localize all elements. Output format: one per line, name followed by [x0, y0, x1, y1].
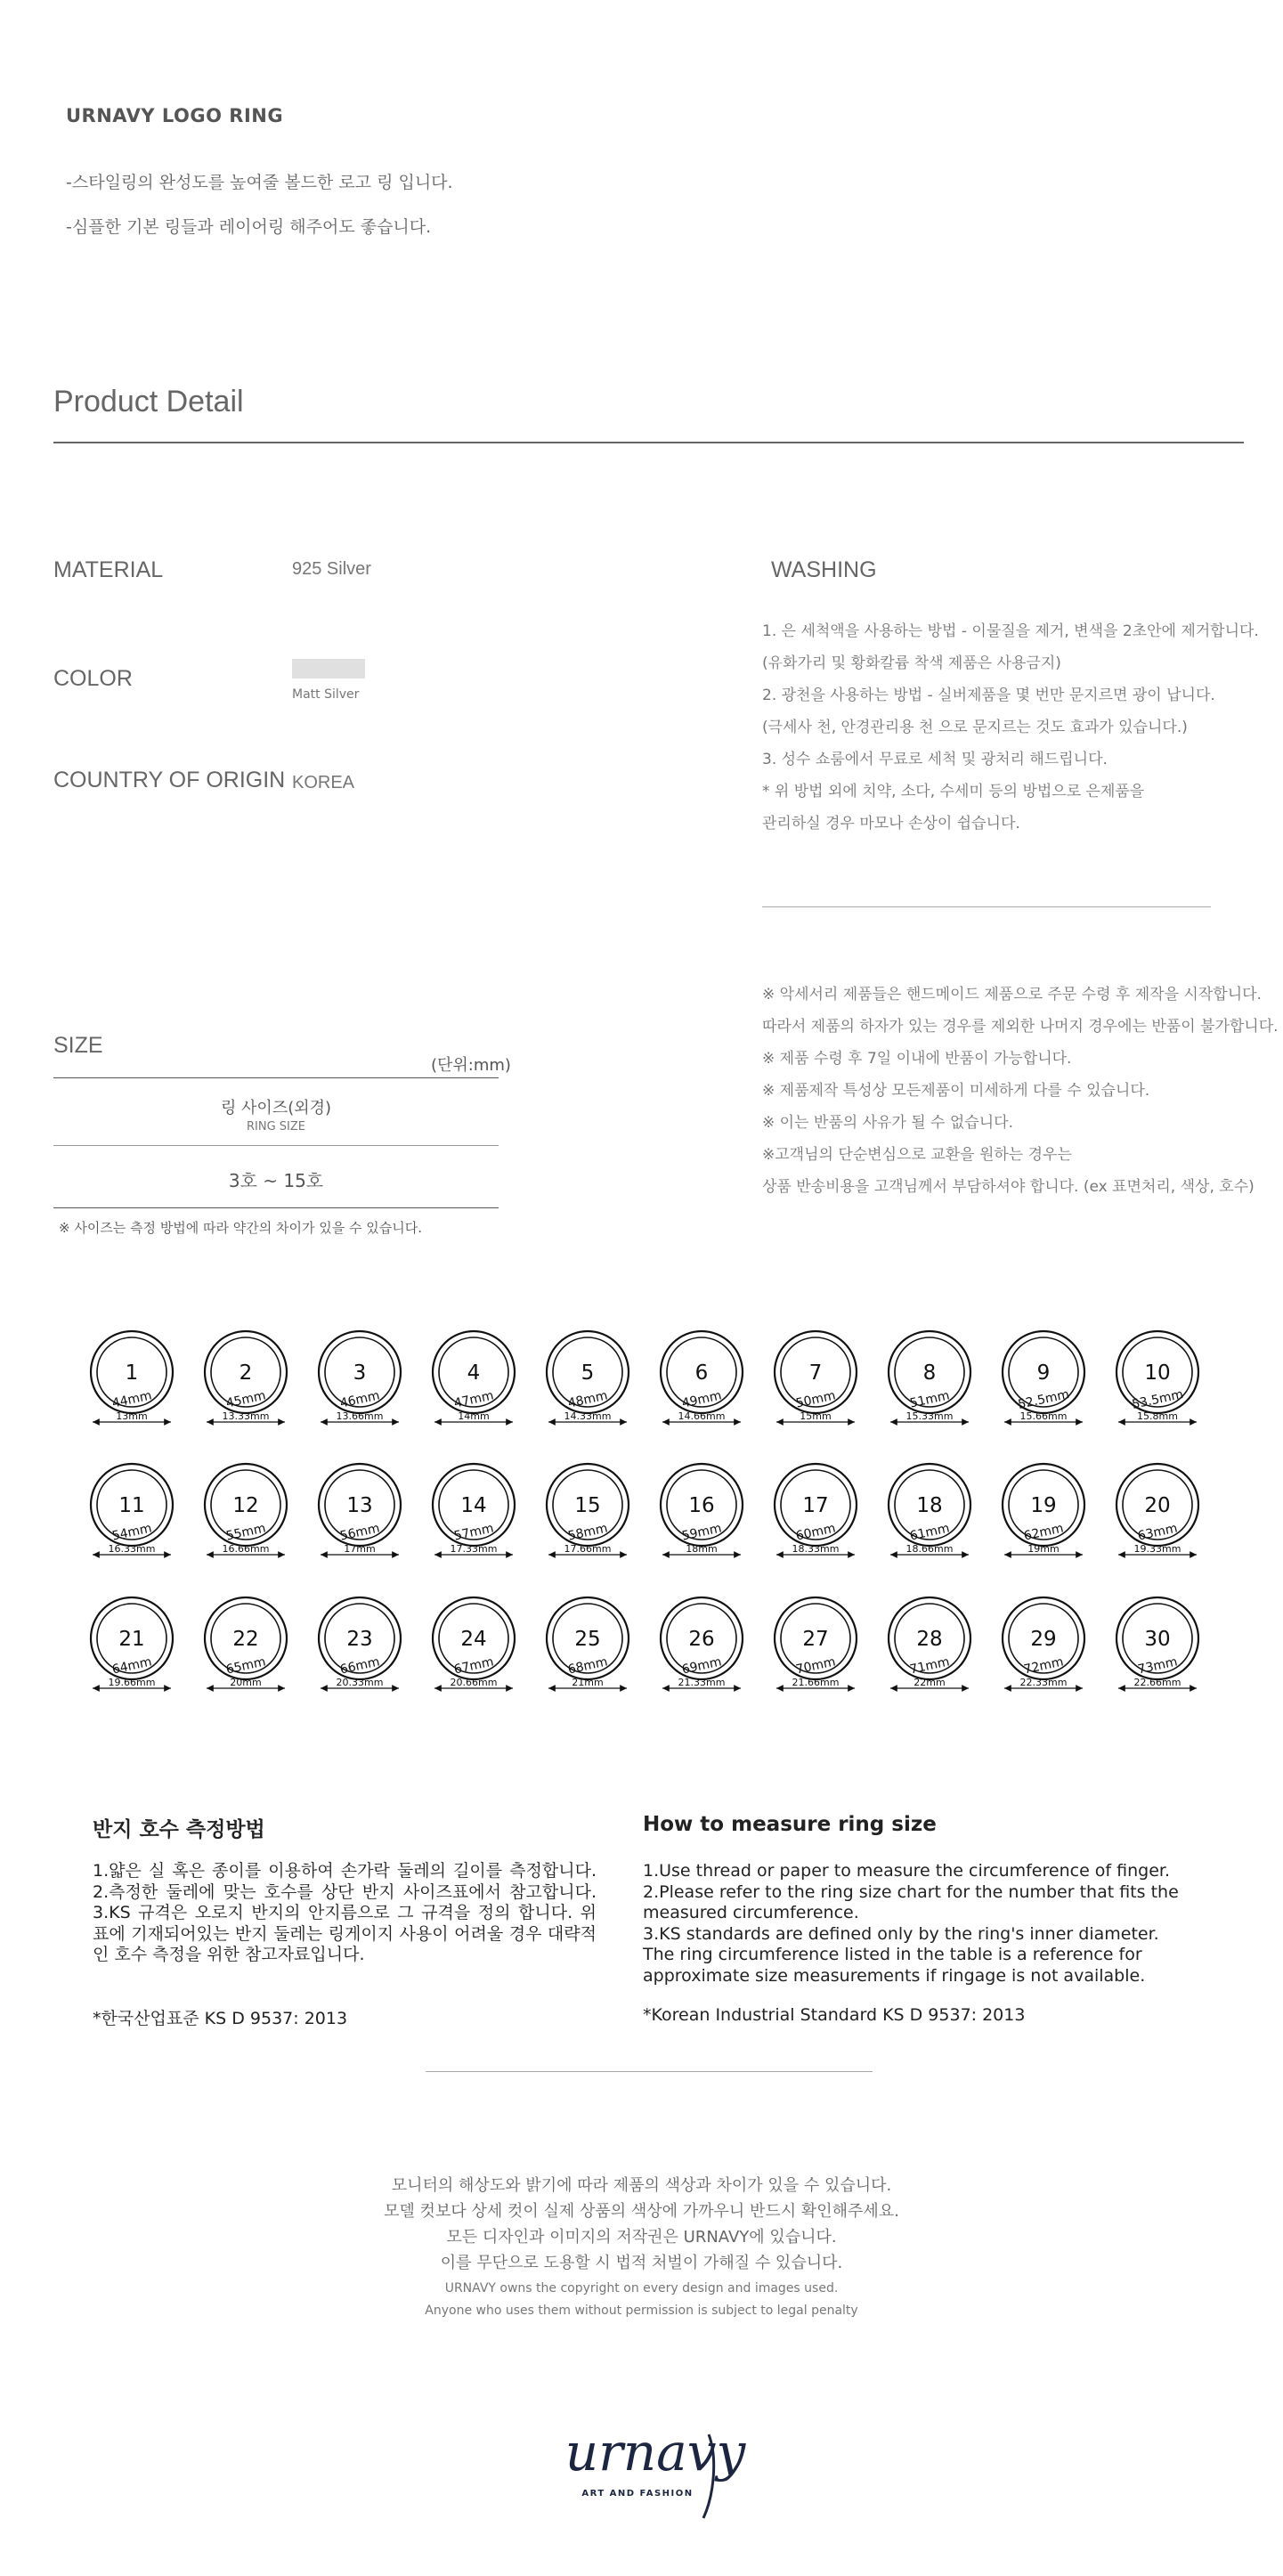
ring-size-number: 4: [467, 1361, 481, 1385]
brand-logo: [0, 2413, 1283, 2538]
product-detail-title: Product Detail: [53, 385, 244, 418]
color-label: COLOR: [53, 666, 133, 691]
ring-circumference: 52.5mm: [1016, 1387, 1071, 1412]
washing-line: 1. 은 세척액을 사용하는 방법 - 이물질을 제거, 변색을 2초안에 제거합니다.: [762, 622, 1259, 640]
korean-standard-ko: *한국산업표준 KS D 9537: 2013: [93, 2009, 348, 2028]
ring-size-number: 7: [808, 1361, 823, 1385]
ring-size-number: 14: [460, 1494, 487, 1517]
ring-size-item: [319, 1597, 401, 1688]
how-to-measure-ko-body: 1.얇은 실 혹은 종이를 이용하여 손가락 둘레의 길이를 측정합니다. 2.측정한 둘레에 맞는 호수를 상단 반지 사이즈표에서 참고합니다. 3.KS 규격은 오로지 반지의 안지름으로 그 규격을 정의 합니다. 위 표에 기재되어있는 반지 둘레는 링게이지 사용이 어려울 경우 대략적인 호수 측정을 위한 참고자료입니다.: [93, 1861, 597, 1964]
ring-size-number: 6: [694, 1361, 709, 1385]
ring-circumference: 44mm: [110, 1388, 153, 1411]
ring-size-number: 15: [574, 1494, 601, 1517]
ring-circumference: 55mm: [224, 1521, 267, 1544]
washing-line: * 위 방법 외에 치약, 소다, 수세미 등의 방법으로 은제품을: [762, 783, 1145, 800]
ring-size-number: 9: [1036, 1361, 1051, 1385]
brand-tagline: ART AND FASHION: [581, 2489, 694, 2499]
ring-circumference: 71mm: [908, 1654, 951, 1678]
ring-size-number: 17: [802, 1494, 829, 1517]
ring-circumference: 56mm: [338, 1521, 381, 1544]
ring-circumference: 51mm: [908, 1388, 951, 1411]
ring-size-number: 8: [922, 1361, 937, 1385]
copyright-en-2: Anyone who uses them without permission is subject to legal penalty: [425, 2304, 858, 2318]
ring-diameter: 16.66mm: [222, 1543, 270, 1555]
ring-diameter: 21.66mm: [792, 1677, 840, 1688]
ring-size-item: [547, 1464, 629, 1555]
ring-size-number: 5: [581, 1361, 595, 1385]
divider: [53, 1077, 499, 1078]
ring-circumference: 67mm: [452, 1654, 495, 1678]
ring-size-item: [91, 1464, 173, 1555]
material-value: 925 Silver: [292, 559, 371, 579]
ring-diameter: 17mm: [344, 1543, 376, 1555]
ring-size-number: 10: [1144, 1361, 1171, 1385]
ring-size-number: 21: [118, 1628, 145, 1651]
material-label: MATERIAL: [53, 557, 164, 582]
divider: [53, 1207, 499, 1208]
ring-size-item: [205, 1597, 287, 1688]
ring-circumference: 49mm: [680, 1388, 723, 1411]
ring-size-number: 30: [1144, 1628, 1171, 1651]
ring-diameter: 19.33mm: [1133, 1543, 1181, 1555]
ring-size-item: [889, 1331, 970, 1422]
washing-line: 3. 성수 쇼룸에서 무료로 세척 및 광처리 해드립니다.: [762, 751, 1108, 768]
washing-line: (극세사 천, 안경관리용 천 으로 문지르는 것도 효과가 있습니다.): [762, 719, 1188, 736]
intro-line-1: -스타일링의 완성도를 높여줄 볼드한 로고 링 입니다.: [66, 173, 453, 192]
ring-diameter: 21.33mm: [678, 1677, 726, 1688]
ring-size-item: [205, 1464, 287, 1555]
ring-size-number: 22: [232, 1628, 259, 1651]
ring-size-number: 26: [688, 1628, 715, 1651]
size-title: SIZE: [53, 1033, 103, 1058]
ring-size-item: [1117, 1597, 1198, 1688]
ring-size-number: 16: [688, 1494, 715, 1517]
ring-size-item: [1003, 1464, 1084, 1555]
color-value: Matt Silver: [292, 687, 360, 702]
ring-size-item: [775, 1464, 857, 1555]
ring-circumference: 46mm: [338, 1388, 381, 1411]
ring-circumference: 54mm: [110, 1521, 153, 1544]
ring-size-item: [1003, 1331, 1084, 1422]
ring-diameter: 22.66mm: [1133, 1677, 1181, 1688]
ring-diameter: 14mm: [458, 1410, 490, 1422]
korean-standard-en: *Korean Industrial Standard KS D 9537: 2013: [643, 2005, 1026, 2025]
ring-diameter: 15mm: [800, 1410, 832, 1422]
notice-line: ※고객님의 단순변심으로 교환을 원하는 경우는: [762, 1146, 1072, 1164]
ring-size-number: 25: [574, 1628, 601, 1651]
ring-diameter: 15.33mm: [905, 1410, 954, 1422]
size-note: ※ 사이즈는 측정 방법에 따라 약간의 차이가 있을 수 있습니다.: [59, 1220, 423, 1236]
ring-diameter: 16.33mm: [108, 1543, 156, 1555]
divider: [762, 906, 1211, 907]
ring-size-item: [91, 1331, 173, 1422]
how-to-measure-en-title: How to measure ring size: [643, 1813, 937, 1836]
ring-size-item: [319, 1464, 401, 1555]
ring-size-item: [433, 1464, 515, 1555]
ring-size-number: 18: [916, 1494, 943, 1517]
footer-line: 모든 디자인과 이미지의 저작권은 URNAVY에 있습니다.: [446, 2228, 837, 2247]
ring-size-item: [547, 1597, 629, 1688]
ring-diameter: 17.66mm: [564, 1543, 612, 1555]
ring-diameter: 15.66mm: [1019, 1410, 1068, 1422]
divider: [426, 2071, 873, 2072]
intro-line-2: -심플한 기본 링들과 레이어링 해주어도 좋습니다.: [66, 217, 432, 237]
ring-diameter: 13.33mm: [222, 1410, 270, 1422]
ring-size-item: [433, 1597, 515, 1688]
ring-circumference: 50mm: [794, 1388, 837, 1411]
notice-line: ※ 악세서리 제품들은 핸드메이드 제품으로 주문 수령 후 제작을 시작합니다.: [762, 986, 1262, 1004]
ring-circumference: 73mm: [1136, 1654, 1179, 1678]
ring-size-item: [661, 1331, 743, 1422]
ring-circumference: 58mm: [566, 1521, 609, 1544]
ring-size-number: 19: [1030, 1494, 1057, 1517]
ring-circumference: 64mm: [110, 1654, 153, 1678]
size-unit: (단위:mm): [431, 1056, 511, 1075]
ring-size-item: [775, 1331, 857, 1422]
notice-line: ※ 이는 반품의 사유가 될 수 없습니다.: [762, 1114, 1013, 1132]
footer-line: 이를 무단으로 도용할 시 법적 처벌이 가해질 수 있습니다.: [440, 2254, 843, 2272]
ring-size-number: 23: [346, 1628, 373, 1651]
ring-size-item: [433, 1331, 515, 1422]
ring-circumference: 66mm: [338, 1654, 381, 1678]
ring-size-chart: [0, 1264, 1283, 1710]
ring-diameter: 18mm: [686, 1543, 718, 1555]
ring-diameter: 22.33mm: [1019, 1677, 1068, 1688]
ring-diameter: 19.66mm: [108, 1677, 156, 1688]
color-swatch: [292, 659, 365, 679]
notice-line: ※ 제품제작 특성상 모든제품이 미세하게 다를 수 있습니다.: [762, 1082, 1150, 1100]
ring-circumference: 62mm: [1022, 1521, 1065, 1544]
ring-size-item: [91, 1597, 173, 1688]
ring-diameter: 20mm: [230, 1677, 262, 1688]
ring-diameter: 21mm: [572, 1677, 604, 1688]
ring-size-item: [205, 1331, 287, 1422]
ring-circumference: 63mm: [1136, 1521, 1179, 1544]
ring-circumference: 53.5mm: [1130, 1387, 1185, 1412]
ring-circumference: 70mm: [794, 1654, 837, 1678]
ring-size-item: [547, 1331, 629, 1422]
divider: [53, 1145, 499, 1146]
ring-size-item: [775, 1597, 857, 1688]
ring-diameter: 18.66mm: [905, 1543, 954, 1555]
origin-value: KOREA: [292, 773, 355, 792]
washing-line: (유화가리 및 황화칼륨 착색 제품은 사용금지): [762, 654, 1061, 672]
washing-line: 관리하실 경우 마모나 손상이 쉽습니다.: [762, 815, 1020, 833]
ring-circumference: 57mm: [452, 1521, 495, 1544]
ring-size-number: 24: [460, 1628, 487, 1651]
ring-circumference: 72mm: [1022, 1654, 1065, 1678]
divider: [53, 442, 1244, 443]
notice-line: 따라서 제품의 하자가 있는 경우를 제외한 나머지 경우에는 반품이 불가합니다.: [762, 1018, 1279, 1036]
washing-line: 2. 광천을 사용하는 방법 - 실버제품을 몇 번만 문지르면 광이 납니다.: [762, 687, 1215, 704]
ring-size-item: [1003, 1597, 1084, 1688]
ring-circumference: 59mm: [680, 1521, 723, 1544]
ring-circumference: 65mm: [224, 1654, 267, 1678]
footer-line: 모니터의 해상도와 밝기에 따라 제품의 색상과 차이가 있을 수 있습니다.: [391, 2176, 892, 2195]
size-table-subheader: RING SIZE: [246, 1120, 305, 1134]
ring-size-item: [889, 1597, 970, 1688]
ring-diameter: 20.66mm: [450, 1677, 498, 1688]
ring-circumference: 45mm: [224, 1388, 267, 1411]
product-name: URNAVY LOGO RING: [66, 105, 284, 126]
ring-circumference: 61mm: [908, 1521, 951, 1544]
how-to-measure-ko-title: 반지 호수 측정방법: [93, 1818, 265, 1841]
ring-diameter: 14.66mm: [678, 1410, 726, 1422]
ring-size-item: [319, 1331, 401, 1422]
ring-diameter: 13.66mm: [336, 1410, 384, 1422]
ring-size-item: [1117, 1331, 1198, 1422]
washing-title: WASHING: [771, 557, 877, 582]
ring-circumference: 69mm: [680, 1654, 723, 1678]
how-to-measure-en-body: [643, 1861, 1195, 1987]
ring-size-item: [889, 1464, 970, 1555]
ring-circumference: 60mm: [794, 1521, 837, 1544]
ring-size-number: 1: [125, 1361, 139, 1385]
how-to-step-1: 1.Use thread or paper to measure the circumference of finger.: [643, 1861, 1171, 1881]
ring-size-item: [661, 1597, 743, 1688]
ring-diameter: 15.8mm: [1137, 1410, 1178, 1422]
ring-diameter: 18.33mm: [792, 1543, 840, 1555]
size-range: 3호 ~ 15호: [228, 1170, 324, 1191]
ring-size-number: 3: [353, 1361, 367, 1385]
copyright-en-1: URNAVY owns the copyright on every design and images used.: [444, 2281, 839, 2296]
ring-diameter: 19mm: [1027, 1543, 1060, 1555]
ring-diameter: 17.33mm: [450, 1543, 498, 1555]
how-to-step-2: 2.Please refer to the ring size chart for the number that fits the measured circumference.: [643, 1881, 1179, 1922]
origin-label: COUNTRY OF ORIGIN: [53, 768, 286, 792]
size-table-header: 링 사이즈(외경): [220, 1099, 332, 1117]
ring-diameter: 13mm: [116, 1410, 148, 1422]
ring-diameter: 22mm: [914, 1677, 946, 1688]
ring-size-number: 13: [346, 1494, 373, 1517]
ring-diameter: 14.33mm: [564, 1410, 612, 1422]
ring-size-item: [661, 1464, 743, 1555]
brand-wordmark: urnavy: [564, 2422, 746, 2483]
ring-size-number: 28: [916, 1628, 943, 1651]
ring-size-item: [1117, 1464, 1198, 1555]
ring-diameter: 20.33mm: [336, 1677, 384, 1688]
ring-size-number: 29: [1030, 1628, 1057, 1651]
ring-circumference: 68mm: [566, 1654, 609, 1678]
ring-size-number: 20: [1144, 1494, 1171, 1517]
footer-line: 모델 컷보다 상세 컷이 실제 상품의 색상에 가까우니 반드시 확인해주세요.: [384, 2202, 899, 2221]
notice-line: 상품 반송비용을 고객님께서 부담하셔야 합니다. (ex 표면처리, 색상, 호수): [762, 1178, 1255, 1196]
ring-size-number: 11: [118, 1494, 145, 1517]
ring-size-number: 27: [802, 1628, 829, 1651]
ring-circumference: 48mm: [566, 1388, 609, 1411]
ring-size-number: 12: [232, 1494, 259, 1517]
ring-size-number: 2: [239, 1361, 253, 1385]
ring-circumference: 47mm: [452, 1388, 495, 1411]
how-to-step-3: 3.KS standards are defined only by the ring's inner diameter. The ring circumference listed in the table is a reference for approximate size measurements if ringage is not available.: [643, 1923, 1159, 1986]
notice-line: ※ 제품 수령 후 7일 이내에 반품이 가능합니다.: [762, 1050, 1072, 1068]
